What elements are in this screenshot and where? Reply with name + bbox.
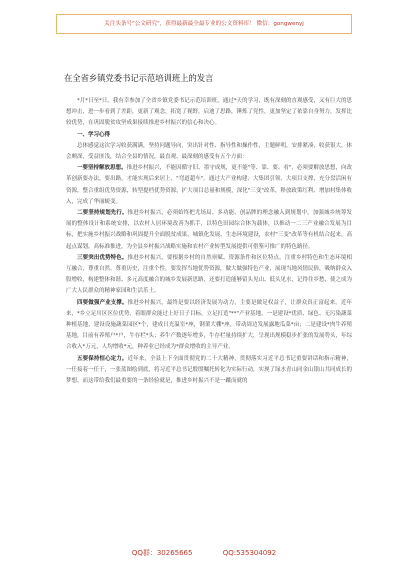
point-4-heading: 四要做强产业支撑。 bbox=[77, 299, 128, 306]
point-1-heading: 一要坚持解放思想。 bbox=[77, 165, 127, 172]
document-body bbox=[66, 96, 352, 387]
paragraph-summary: 总体感觉这次学习收获满满，坚持问题导向，突出针对性、指导性和操作性，主题鲜明，安排紧凑，收获很大，体会颇深，受益匪浅，结合全县的情况，最直观、最深刻的感受有五个方面： bbox=[66, 142, 353, 161]
footer-contact bbox=[0, 548, 408, 558]
section-heading: 一、学习心得 bbox=[77, 131, 111, 138]
top-banner: 关注头条号"公文研究"，获得最新最全最专业的公文资料库！ 微信：gongwenyj bbox=[56, 14, 352, 34]
paragraph-point-2: 二要坚持规划先行。推进乡村振兴，必须始终把尤场局、多功能、创品牌的理念融入到规划中，加强城乡统筹发展的整体设计和系统安排，以农村人居环境改善为抓手，以特色田园综合体为载体，以推动一二三产业融合发展为目标，把实施乡村振兴战略和巩固提升全面脱贫成果、城镇化发展、生态环境建设，农村"三变"改革等有机结合起来，高起点谋划，高标准推进，为全县乡村振兴战略实施和农村产业转型发展提供可借鉴可推广的特色路径。 bbox=[66, 210, 352, 250]
paragraph-point-5: 五要保持恒心定力。近年来，全县上下全面贯彻党的二十大精神，贯彻落实习近平总书记重要讲话和指示精神，一任接着一任干，一张蓝图绘到底，将习近平总书记殷殷嘱托转化为实际行动，实现了绿水青山同金山银山共同成长的梦想。而这带给我们最重要的一条经验就是，推进乡村振兴不是一蹴而就的 bbox=[66, 355, 353, 385]
point-3-heading: 三要突出优势特色。 bbox=[77, 254, 128, 261]
point-5-heading: 五要保持恒心定力。 bbox=[77, 355, 128, 362]
paragraph-point-3: 三要突出优势特色。推进乡村振兴，要根据乡村的自然禀赋、资源条件和区位特点，注重乡村特色和生态环境相互融合，尊重自然、尊重历史，注重个性，要发挥当地优势资源，做大做强特色产业，展现当地风情民俗，吸纳群众入股增收，构建整体和谐、多元高度融合的城乡发展新思路，还要打造能够留头见山、低头见水，记得住乡愁，使之成为广大人民群众的精神家园和生活乐土。 bbox=[66, 254, 353, 295]
document-title: 在全省乡镇党委书记示范培训班上的发言 bbox=[64, 73, 214, 83]
footer-qq-group: QQ群：30265665 bbox=[131, 549, 193, 557]
point-2-heading: 二要坚持规划先行。 bbox=[77, 210, 128, 217]
paragraph-point-1: 一要坚持解放思想。推进乡村振兴，不能因循守旧、墨守成规，更不能"等、靠、要、看"，必须要解放思想，向改革创新要办法，要出路，才能实现后来居上、"弯道超车"。通过大产业构建、大集团引领、大项目支撑，充分盘活闲有资源，整合重组优势资源，转型提档优势资源，扩大项目总量和规模，深化"三变"改革，释放政策红利、增加村集体收入，完成了华丽蜕变。 bbox=[66, 165, 352, 205]
footer-qq: QQ:535304092 bbox=[222, 549, 277, 557]
paragraph-intro: *月*日至*日，我有幸参加了全省乡镇党委书记示范培训班，通过*天的学习，既有深刻的直观感受，又有巨大的思想冲击，进一步看到了差距，更新了观念，拓宽了视野，启迪了思路，锤炼了党性，更加坚定了依靠自身努力，发挥比较优势，在巩固脱贫攻坚成果接续推进乡村振兴的信心和决心。 bbox=[66, 98, 353, 127]
paragraph-point-4: 四要做强产业支撑。推进乡村振兴，最终是要以经济发展为动力，主要是做足权益子，让群众真正富起来。近年来，*乡立足川区区位优势，着眼群众能过上好日子目标，立足打造"**"产业基地，一是建设*优质、绿色、无污染蔬菜种植基地，建设设施蔬菜园区*个，建成日光温室*座，钢架大棚*座，带动周边发展露地瓜菜*亩；二是建设*肉牛养殖基地，目前有养殖户*户，牛存栏*头；养牛产数逐年增多，牛存栏量持续扩大，呈现出规模稳步扩张的发展势头，年综合收入*万元，人均增收*元，种养业已经成为*群众增收的主导产业。 bbox=[66, 299, 353, 351]
